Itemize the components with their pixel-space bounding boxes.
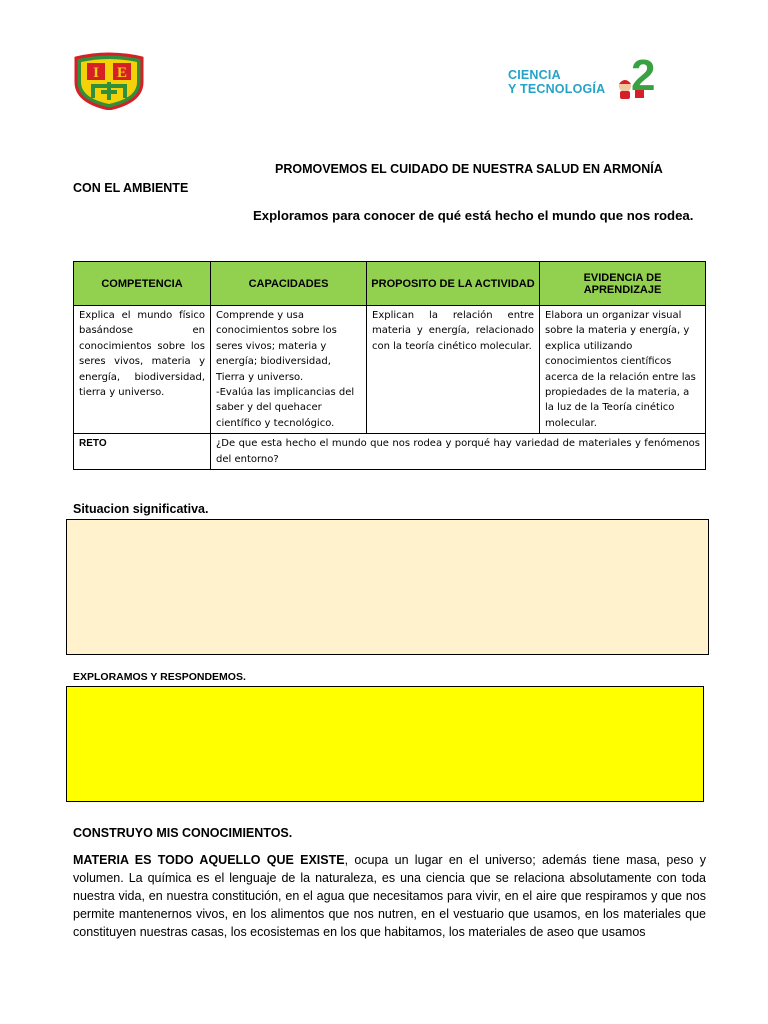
cell-proposito: Explican la relación entre materia y energía, relacionado con la teoría cinético molecular. xyxy=(367,306,540,434)
ciencia-tecnologia-logo xyxy=(507,51,667,102)
brand-number: 2 xyxy=(631,51,656,100)
exploramos-heading: EXPLORAMOS Y RESPONDEMOS. xyxy=(73,671,246,683)
brand-line-1: CIENCIA xyxy=(508,68,561,82)
table-header-row xyxy=(74,262,706,306)
page-subtitle: Exploramos para conocer de qué está hecho el mundo que nos rodea. xyxy=(253,208,694,223)
reto-row xyxy=(74,434,706,470)
logo-letter-i: I xyxy=(93,65,99,81)
header-evidencia: EVIDENCIA DE APRENDIZAJE xyxy=(540,262,706,306)
page-title-line-1: PROMOVEMOS EL CUIDADO DE NUESTRA SALUD EN ARMONÍA xyxy=(275,162,663,176)
header-proposito: PROPOSITO DE LA ACTIVIDAD xyxy=(367,262,540,306)
cell-capacidades xyxy=(211,306,367,434)
situacion-box xyxy=(66,519,709,655)
reto-label: RETO xyxy=(74,434,211,470)
capacidad-2: -Evalúa las implicancias del saber y del quehacer científico y tecnológico. xyxy=(216,387,355,429)
brand-line-2: Y TECNOLOGÍA xyxy=(508,82,606,96)
header-competencia: COMPETENCIA xyxy=(74,262,211,306)
construyo-heading: CONSTRUYO MIS CONOCIMIENTOS. xyxy=(73,826,293,840)
cell-evidencia: Elabora un organizar visual sobre la materia y energía, y explica utilizando conocimientos científicos acerca de la relación entre las propiedades de la materia, a la luz de la Teoría cinético molecular. xyxy=(540,306,706,434)
capacidad-1: Comprende y usa conocimientos sobre los seres vivos; materia y energía; biodiversidad, Tierra y universo. xyxy=(216,310,337,383)
page-title-line-2: CON EL AMBIENTE xyxy=(73,181,189,195)
exploramos-box xyxy=(66,686,704,802)
body-lead-bold: MATERIA ES TODO AQUELLO QUE EXISTE xyxy=(73,853,345,867)
school-logo xyxy=(73,52,145,110)
table-row xyxy=(74,306,706,434)
logo-letter-e: E xyxy=(116,65,128,81)
reto-text: ¿De que esta hecho el mundo que nos rodea y porqué hay variedad de materiales y fenómenos del entorno? xyxy=(211,434,706,470)
cell-competencia: Explica el mundo físico basándose en conocimientos sobre los seres vivos, materia y energía, biodiversidad, tierra y universo. xyxy=(74,306,211,434)
body-paragraph xyxy=(73,851,706,941)
competency-table xyxy=(73,261,706,470)
school-shield-icon xyxy=(73,52,145,110)
header-capacidades: CAPACIDADES xyxy=(211,262,367,306)
body-text: , ocupa un lugar en el universo; además tiene masa, peso y volumen. La química es el lenguaje de la naturaleza, es una ciencia que se relaciona absolutamente con toda nuestra vida, en nuestra constitución, en el agua que necesitamos para vivir, en el aire que respiramos y que nos permite mantenernos vivos, en los alimentos que nos nutren, en el vestuario que usamos, en los materiales que constituyen nuestras casas, los ecosistemas en los que habitamos, los materiales de aseo que usamos xyxy=(73,853,706,939)
situacion-heading: Situacion significativa. xyxy=(73,502,209,516)
